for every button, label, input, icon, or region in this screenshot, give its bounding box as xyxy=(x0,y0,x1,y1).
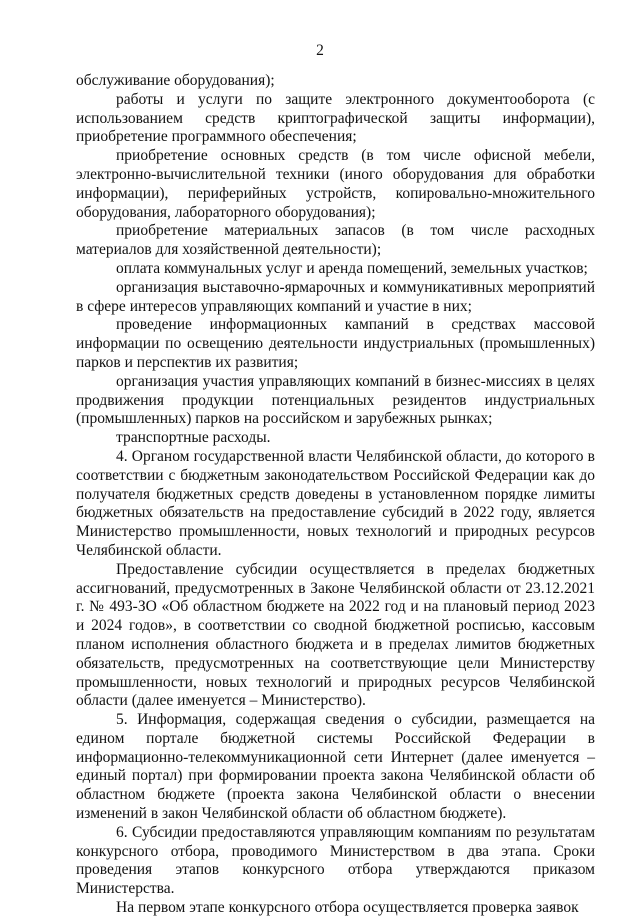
paragraph: 6. Субсидии предоставляются управляющим компаниям по результатам конкурсного отбора, проводимого Министерством в два этапа. Сроки проведения этапов конкурсного отбора утверждаются приказом Министерства. xyxy=(76,823,595,898)
paragraph: 4. Органом государственной власти Челябинской области, до которого в соответствии с бюджетным законодательством Российской Федерации как до получателя бюджетных средств доведены в установленном порядке лимиты бюджетных обязательств на предоставление субсидий в 2022 году, является Министерство промышленности, новых технологий и природных ресурсов Челябинской области. xyxy=(76,447,595,559)
paragraph: На первом этапе конкурсного отбора осуществляется проверка заявок xyxy=(116,899,579,917)
paragraph: Предоставление субсидии осуществляется в пределах бюджетных ассигнований, предусмотренных в Законе Челябинской области от 23.12.2021 г. № 493-ЗО «Об областном бюджете на 2022 год и на плановый период 2023 и 2024 годов», в соответствии со сводной бюджетной росписью, кассовым планом исполнения областного бюджета и в пределах лимитов бюджетных обязательств, предусмотренных на соответствующие цели Министерству промышленности, новых технологий и природных ресурсов Челябинской области (далее именуется – Министерство). xyxy=(76,560,595,710)
document-body xyxy=(76,72,595,918)
paragraph: организация выставочно-ярмарочных и коммуникативных мероприятий в сфере интересов управляющих компаний и участие в них; xyxy=(76,278,595,315)
paragraph: транспортные расходы. xyxy=(116,429,271,447)
paragraph: 5. Информация, содержащая сведения о субсидии, размещается на едином портале бюджетной системы Российской Федерации в информационно-телекоммуникационной сети Интернет (далее именуется – единый портал) при формировании проекта закона Челябинской области об областном бюджете (проекта закона Челябинской области о внесении изменений в закон Челябинской области об областном бюджете). xyxy=(76,711,595,823)
paragraph: работы и услуги по защите электронного документооборота (с использованием средств криптографической защиты информации), приобретение программного обеспечения; xyxy=(76,90,595,146)
paragraph: проведение информационных кампаний в средствах массовой информации по освещению деятельности индустриальных (промышленных) парков и перспектив их развития; xyxy=(76,316,595,371)
page-number: 2 xyxy=(316,42,324,59)
paragraph: приобретение основных средств (в том числе офисной мебели, электронно-вычислительной техники (иного оборудования для обработки информации), периферийных устройств, копировально-множительного оборудования, лабораторного оборудования); xyxy=(76,147,595,221)
paragraph: оплата коммунальных услуг и аренда помещений, земельных участков; xyxy=(116,259,588,277)
paragraph: обслуживание оборудования); xyxy=(76,72,275,89)
paragraph: приобретение материальных запасов (в том числе расходных материалов для хозяйственной деятельности); xyxy=(76,222,595,259)
paragraph: организация участия управляющих компаний в бизнес-миссиях в целях продвижения продукции потенциальных резидентов индустриальных (промышленных) парков на российском и зарубежных рынках; xyxy=(76,372,595,428)
